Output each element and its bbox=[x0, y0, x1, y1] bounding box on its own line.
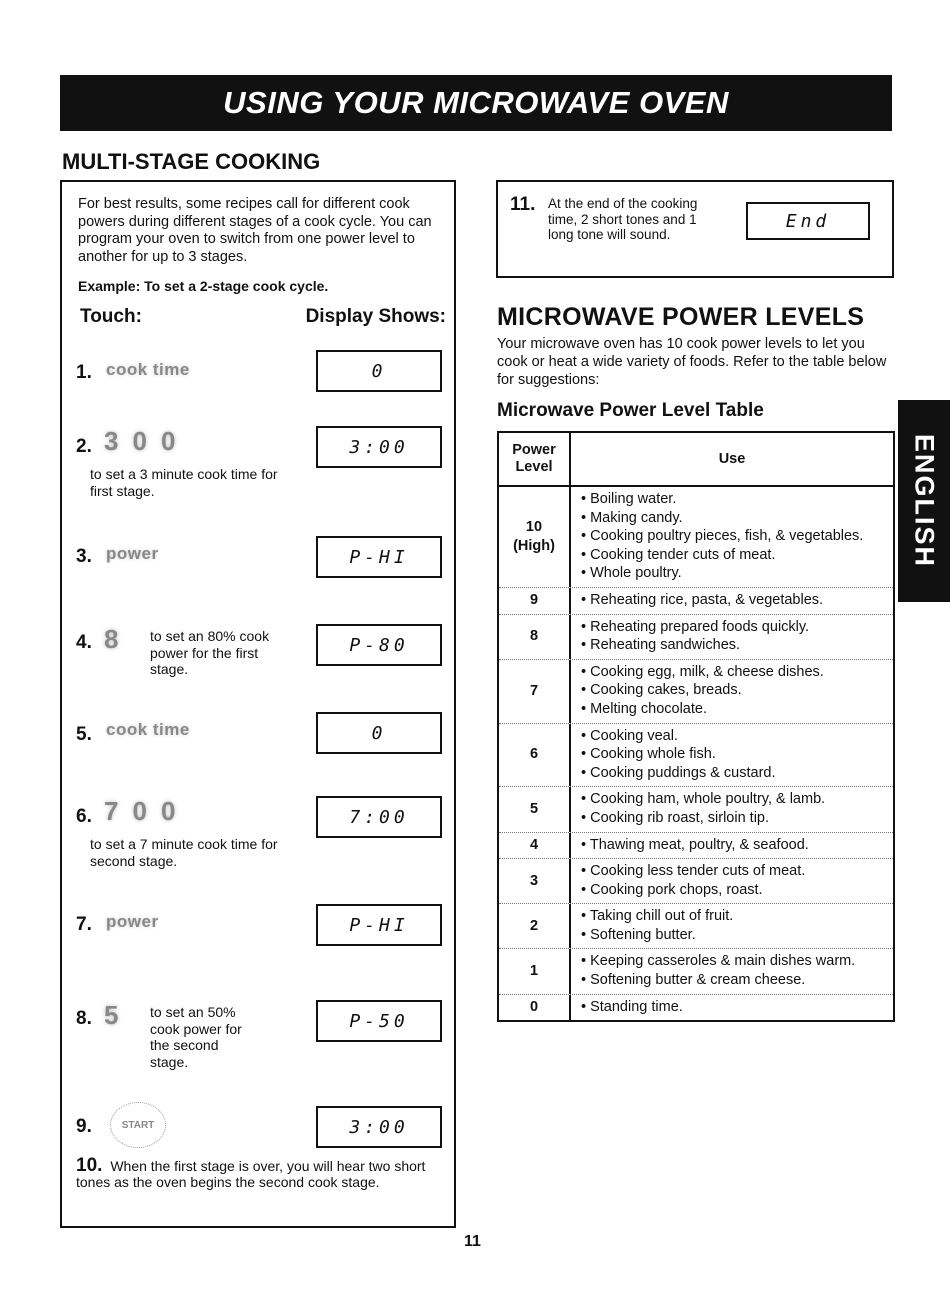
power-level-cell bbox=[499, 660, 571, 723]
use-cell bbox=[571, 487, 893, 587]
table-row bbox=[499, 588, 893, 615]
use-item: • Reheating sandwiches. bbox=[581, 637, 741, 654]
language-tab bbox=[898, 400, 950, 602]
power-level-cell bbox=[499, 615, 571, 659]
use-item: • Softening butter. bbox=[581, 926, 696, 943]
step-note: to set an 50% cook power for the second stage. bbox=[150, 1004, 242, 1070]
use-item: • Cooking veal. bbox=[581, 727, 678, 744]
start-key bbox=[110, 1102, 166, 1148]
use-item: • Thawing meat, poultry, & seafood. bbox=[581, 836, 809, 853]
display-readout: 0 bbox=[316, 712, 442, 754]
display-readout: 0 bbox=[316, 350, 442, 392]
display-readout: P-HI bbox=[316, 904, 442, 946]
step-11-text: At the end of the cooking time, 2 short tones and 1 long tone will sound. bbox=[548, 196, 698, 242]
power-level-cell bbox=[499, 787, 571, 831]
power-level-value: 0 bbox=[529, 998, 539, 1015]
use-item: • Boiling water. bbox=[581, 491, 677, 507]
step-number: 5. bbox=[76, 724, 92, 745]
step-note: to set an 80% cook power for the first stage. bbox=[150, 628, 270, 677]
display-readout: 7:00 bbox=[316, 796, 442, 838]
use-item: • Cooking rib roast, sirloin tip. bbox=[581, 809, 770, 826]
power-level-cell bbox=[499, 588, 571, 614]
power-level-cell bbox=[499, 724, 571, 787]
power-key: power bbox=[106, 544, 159, 563]
power-level-value: 7 bbox=[529, 682, 539, 699]
power-levels-intro: Your microwave oven has 10 cook power levels to let you cook or heat a wide variety of foods. Refer to the table below for suggestions: bbox=[497, 336, 887, 388]
power-level-value: 1 bbox=[529, 963, 539, 980]
use-item: • Melting chocolate. bbox=[581, 700, 707, 717]
display-shows-header: Display Shows: bbox=[305, 306, 446, 327]
use-cell bbox=[571, 724, 893, 787]
header-use: Use bbox=[718, 451, 746, 467]
number-keys bbox=[104, 1000, 118, 1031]
use-cell bbox=[571, 859, 893, 903]
page-number: 11 bbox=[464, 1233, 481, 1250]
page-banner bbox=[60, 75, 892, 131]
use-item: • Cooking ham, whole poultry, & lamb. bbox=[581, 791, 826, 808]
power-level-table bbox=[497, 431, 895, 1022]
table-row bbox=[499, 487, 893, 588]
number-key: 0 bbox=[132, 796, 147, 826]
use-item: • Cooking pork chops, roast. bbox=[581, 881, 763, 898]
use-item: • Taking chill out of fruit. bbox=[581, 908, 734, 925]
step-number: 8. bbox=[76, 1008, 92, 1029]
start-key-label: START bbox=[121, 1119, 155, 1131]
multistage-box bbox=[60, 180, 456, 1228]
use-item: • Cooking less tender cuts of meat. bbox=[581, 863, 806, 880]
step-number: 1. bbox=[76, 362, 92, 383]
power-level-cell bbox=[499, 949, 571, 993]
table-row bbox=[499, 787, 893, 832]
number-keys bbox=[104, 426, 175, 457]
step-10-text: When the first stage is over, you will hear two short tones as the oven begins the second cook stage. bbox=[76, 1158, 426, 1190]
step-number: 3. bbox=[76, 546, 92, 567]
multistage-intro: For best results, some recipes call for different cook powers during different stages of a cook cycle. You can program your oven to switch from one power level to another for up to 3 stages. bbox=[78, 196, 432, 265]
use-cell bbox=[571, 904, 893, 948]
number-key: 7 bbox=[104, 796, 119, 826]
number-key: 3 bbox=[104, 426, 119, 456]
power-level-cell bbox=[499, 487, 571, 587]
number-keys bbox=[104, 796, 175, 827]
use-cell bbox=[571, 787, 893, 831]
power-level-cell bbox=[499, 859, 571, 903]
power-level-value: 9 bbox=[529, 592, 539, 609]
use-cell bbox=[571, 588, 893, 614]
header-power: Power bbox=[512, 442, 556, 458]
multistage-title: MULTI-STAGE COOKING bbox=[62, 149, 321, 174]
step-11-box bbox=[496, 180, 894, 278]
table-row bbox=[499, 833, 893, 860]
touch-header: Touch: bbox=[80, 306, 142, 327]
number-key: 8 bbox=[104, 624, 119, 654]
step-number: 9. bbox=[76, 1116, 92, 1137]
step-number: 11. bbox=[510, 194, 536, 215]
step-note: to set a 7 minute cook time for second stage. bbox=[90, 836, 278, 869]
step-number: 10. bbox=[76, 1155, 103, 1176]
display-readout: 3:00 bbox=[316, 1106, 442, 1148]
use-cell bbox=[571, 949, 893, 993]
use-item: • Keeping casseroles & main dishes warm. bbox=[581, 953, 856, 970]
power-level-value: 3 bbox=[529, 872, 539, 889]
use-item: • Cooking poultry pieces, fish, & vegetables. bbox=[581, 528, 864, 545]
power-level-value: 8 bbox=[529, 628, 539, 645]
power-level-value: 4 bbox=[529, 836, 539, 853]
number-key: 0 bbox=[160, 426, 176, 456]
step-note: to set a 3 minute cook time for first stage. bbox=[90, 466, 278, 499]
step-10 bbox=[76, 1155, 436, 1190]
use-item: • Reheating prepared foods quickly. bbox=[581, 618, 810, 635]
use-item: • Softening butter & cream cheese. bbox=[581, 972, 806, 989]
use-cell bbox=[571, 660, 893, 723]
table-row bbox=[499, 724, 893, 788]
use-item: • Cooking cakes, breads. bbox=[581, 682, 742, 699]
power-level-cell bbox=[499, 904, 571, 948]
step-number: 6. bbox=[76, 806, 92, 827]
display-readout: P-50 bbox=[316, 1000, 442, 1042]
power-level-header bbox=[499, 433, 571, 485]
table-row bbox=[499, 660, 893, 724]
power-level-value: 2 bbox=[529, 917, 539, 934]
power-level-value: 10 bbox=[525, 518, 543, 535]
table-row bbox=[499, 904, 893, 949]
power-level-sub: (High) bbox=[513, 537, 555, 554]
power-level-value: 6 bbox=[529, 746, 539, 763]
number-key: 0 bbox=[132, 426, 147, 456]
table-row bbox=[499, 859, 893, 904]
use-item: • Cooking egg, milk, & cheese dishes. bbox=[581, 663, 824, 680]
use-item: • Standing time. bbox=[581, 998, 683, 1015]
use-item: • Cooking whole fish. bbox=[581, 746, 716, 763]
use-cell bbox=[571, 995, 893, 1021]
display-readout: P-80 bbox=[316, 624, 442, 666]
power-table-title: Microwave Power Level Table bbox=[497, 400, 764, 421]
power-key: power bbox=[106, 912, 159, 931]
header-level: Level bbox=[515, 459, 553, 475]
step-number: 2. bbox=[76, 436, 92, 457]
use-item: • Reheating rice, pasta, & vegetables. bbox=[581, 591, 824, 608]
use-cell bbox=[571, 615, 893, 659]
step-number: 7. bbox=[76, 914, 92, 935]
language-tab-label: ENGLISH bbox=[909, 433, 940, 568]
example-heading: Example: To set a 2-stage cook cycle. bbox=[78, 278, 329, 294]
step-number: 4. bbox=[76, 632, 92, 653]
use-header bbox=[571, 433, 893, 485]
table-row bbox=[499, 995, 893, 1021]
use-cell bbox=[571, 833, 893, 859]
cook-time-key: cook time bbox=[106, 720, 190, 739]
power-level-cell bbox=[499, 995, 571, 1021]
use-item: • Cooking tender cuts of meat. bbox=[581, 546, 776, 563]
display-readout: 3:00 bbox=[316, 426, 442, 468]
power-level-value: 5 bbox=[529, 800, 539, 817]
use-item: • Making candy. bbox=[581, 509, 683, 526]
display-readout: End bbox=[746, 202, 870, 240]
cook-time-key: cook time bbox=[106, 360, 190, 379]
display-readout: P-HI bbox=[316, 536, 442, 578]
table-row bbox=[499, 949, 893, 994]
table-header-row bbox=[499, 433, 893, 487]
power-levels-title: MICROWAVE POWER LEVELS bbox=[497, 303, 865, 331]
number-key: 5 bbox=[104, 1000, 119, 1030]
number-key: 0 bbox=[160, 796, 176, 826]
banner-title: USING YOUR MICROWAVE OVEN bbox=[223, 85, 729, 120]
use-item: • Whole poultry. bbox=[581, 565, 682, 582]
number-keys bbox=[104, 624, 118, 655]
power-level-cell bbox=[499, 833, 571, 859]
table-row bbox=[499, 615, 893, 660]
use-item: • Cooking puddings & custard. bbox=[581, 764, 776, 781]
